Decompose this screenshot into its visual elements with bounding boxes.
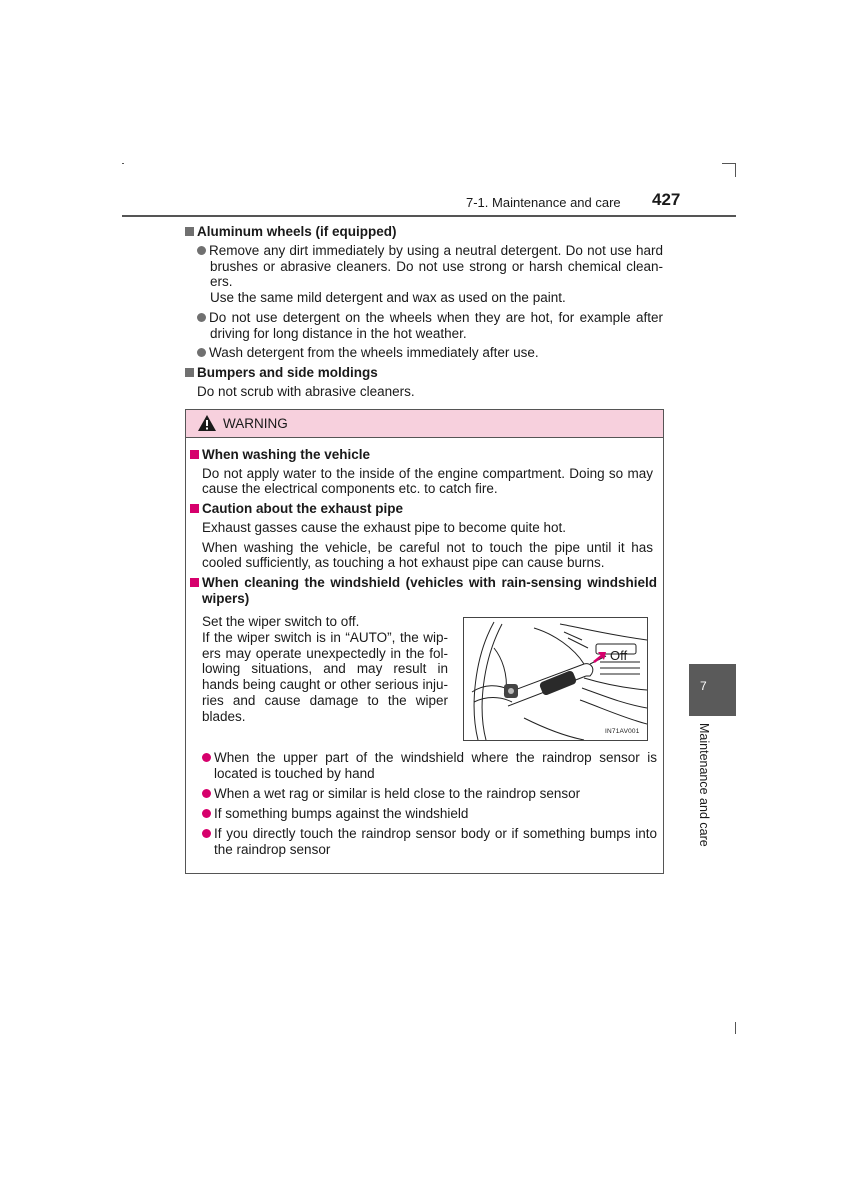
wiper-l7: blades. bbox=[202, 709, 246, 724]
wiper-l5: hands being caught or other serious inju- bbox=[202, 677, 448, 692]
condition-1: When the upper part of the windshield where the raindrop sensor is bbox=[202, 750, 657, 766]
windshield-heading: When cleaning the windshield (vehicles with rain-sensing windshield bbox=[190, 575, 657, 591]
washing-vehicle-l1: Do not apply water to the inside of the engine compartment. Doing so may bbox=[202, 466, 653, 481]
aluminum-bullet-2: Do not use detergent on the wheels when they are hot, for example after bbox=[197, 310, 663, 326]
aluminum-bullet-3: Wash detergent from the wheels immediately after use. bbox=[197, 345, 539, 361]
square-bullet-icon bbox=[190, 578, 199, 587]
wiper-switch-figure bbox=[463, 617, 648, 741]
bumpers-text: Do not scrub with abrasive cleaners. bbox=[197, 384, 415, 399]
warning-triangle-icon bbox=[197, 414, 217, 432]
wiper-l2: If the wiper switch is in “AUTO”, the wip- bbox=[202, 630, 448, 645]
condition-3: If something bumps against the windshield bbox=[202, 806, 468, 822]
crop-mark-bottom-right bbox=[735, 1022, 736, 1034]
round-bullet-icon bbox=[197, 313, 206, 322]
square-bullet-icon bbox=[190, 504, 199, 513]
chapter-tab[interactable] bbox=[689, 664, 736, 716]
square-bullet-icon bbox=[185, 227, 194, 236]
aluminum-b1-l3: ers. bbox=[210, 274, 233, 289]
aluminum-heading: Aluminum wheels (if equipped) bbox=[185, 224, 397, 240]
bumpers-heading: Bumpers and side moldings bbox=[185, 365, 378, 381]
windshield-heading-l2: wipers) bbox=[202, 591, 250, 606]
aluminum-b2-l2: driving for long distance in the hot weather. bbox=[210, 326, 467, 341]
round-bullet-icon bbox=[197, 246, 206, 255]
section-title: 7-1. Maintenance and care bbox=[466, 195, 621, 210]
figure-callout-off: Off bbox=[610, 648, 628, 663]
square-bullet-icon bbox=[185, 368, 194, 377]
warning-label: WARNING bbox=[223, 416, 288, 431]
page-number: 427 bbox=[652, 190, 681, 209]
condition-4: If you directly touch the raindrop sensor body or if something bumps into bbox=[202, 826, 657, 842]
washing-vehicle-heading: When washing the vehicle bbox=[190, 447, 370, 463]
header-rule bbox=[122, 215, 736, 217]
wiper-l4: lowing situations, and may result in bbox=[202, 661, 448, 676]
round-bullet-icon bbox=[202, 753, 211, 762]
aluminum-bullet-1: Remove any dirt immediately by using a neutral detergent. Do not use hard bbox=[197, 243, 663, 259]
round-bullet-icon bbox=[202, 809, 211, 818]
round-bullet-icon bbox=[202, 829, 211, 838]
chapter-label: Maintenance and care bbox=[697, 723, 711, 847]
aluminum-b1-l2: brushes or abrasive cleaners. Do not use strong or harsh chemical clean- bbox=[210, 259, 663, 274]
figure-code: IN71AV001 bbox=[605, 728, 640, 735]
crop-mark-top-left bbox=[122, 163, 124, 164]
exhaust-p2-l2: cooled sufficiently, as touching a hot exhaust pipe can cause burns. bbox=[202, 555, 605, 570]
washing-vehicle-l2: cause the electrical components etc. to catch fire. bbox=[202, 481, 498, 496]
wiper-l3: ers may operate unexpectedly in the fol- bbox=[202, 646, 448, 661]
round-bullet-icon bbox=[202, 789, 211, 798]
square-bullet-icon bbox=[190, 450, 199, 459]
condition-4-l2: the raindrop sensor bbox=[214, 842, 331, 857]
crop-mark-top-right-h bbox=[722, 163, 736, 164]
exhaust-p1: Exhaust gasses cause the exhaust pipe to become quite hot. bbox=[202, 520, 566, 535]
warning-header bbox=[186, 410, 663, 438]
wiper-l6: ries and cause damage to the wiper bbox=[202, 693, 448, 708]
round-bullet-icon bbox=[197, 348, 206, 357]
exhaust-p2-l1: When washing the vehicle, be careful not to touch the pipe until it has bbox=[202, 540, 653, 555]
wiper-l1: Set the wiper switch to off. bbox=[202, 614, 360, 629]
exhaust-heading: Caution about the exhaust pipe bbox=[190, 501, 403, 517]
crop-mark-top-right-v bbox=[735, 163, 736, 177]
chapter-number: 7 bbox=[700, 679, 707, 693]
condition-1-l2: located is touched by hand bbox=[214, 766, 375, 781]
wiper-switch-illustration bbox=[464, 618, 647, 740]
condition-2: When a wet rag or similar is held close to the raindrop sensor bbox=[202, 786, 580, 802]
aluminum-b1-l4: Use the same mild detergent and wax as used on the paint. bbox=[210, 290, 566, 305]
